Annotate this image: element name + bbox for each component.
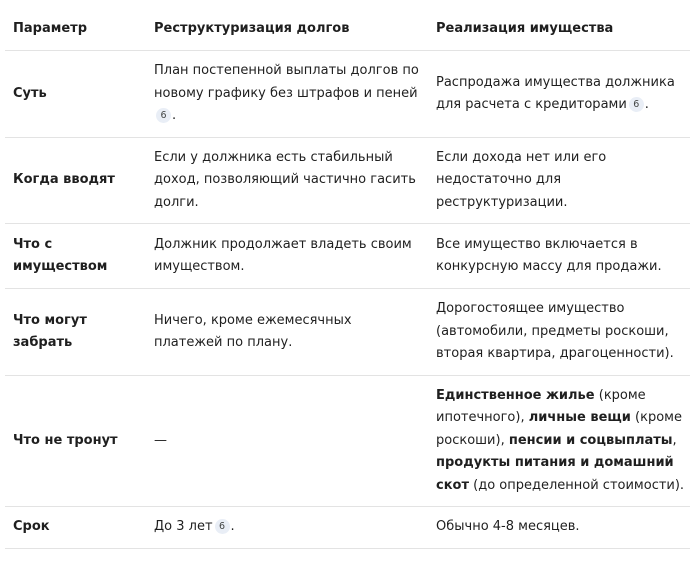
bold-text: пенсии и соцвыплаты <box>508 432 673 448</box>
cell-punct: . <box>172 108 177 124</box>
source-chip[interactable]: 6 <box>156 108 171 123</box>
bold-text: Единственное жилье <box>436 387 595 403</box>
row-label: Суть <box>5 51 146 138</box>
restructuring-cell <box>146 507 428 549</box>
bold-text: продукты питания и домашний скот <box>436 455 674 493</box>
comparison-table <box>5 8 690 549</box>
restructuring-cell: Ничего, кроме ежемесячных платежей по плану. <box>146 289 428 376</box>
table-row <box>5 289 690 376</box>
table-row <box>5 507 690 549</box>
sale-cell: Обычно 4-8 месяцев. <box>428 507 690 549</box>
table-row <box>5 51 690 138</box>
row-label: Что с имуществом <box>5 224 146 289</box>
table-row <box>5 138 690 224</box>
sale-cell: Дорогостоящее имущество (автомобили, предметы роскоши, вторая квартира, драгоценности). <box>428 289 690 376</box>
sale-cell: Если дохода нет или его недостаточно для реструктуризации. <box>428 138 690 224</box>
restructuring-cell: Должник продолжает владеть своим имуществом. <box>146 224 428 289</box>
row-label: Что не тронут <box>5 376 146 507</box>
cell-text: План постепенной выплаты долгов по новому графику без штрафов и пеней <box>154 63 419 101</box>
sale-cell: Все имущество включается в конкурсную массу для продажи. <box>428 224 690 289</box>
sale-cell <box>428 376 690 507</box>
header-parameter: Параметр <box>5 8 146 51</box>
row-label: Срок <box>5 507 146 549</box>
table-header-row <box>5 8 690 51</box>
header-property-sale: Реализация имущества <box>428 8 690 51</box>
table-row <box>5 376 690 507</box>
bold-text: личные вещи <box>528 410 631 426</box>
cell-text: , <box>672 432 677 448</box>
cell-text: Распродажа имущества должника для расчета с кредиторами <box>436 74 675 112</box>
cell-text: (до определенной стоимости). <box>469 477 685 493</box>
row-label: Что могут забрать <box>5 289 146 376</box>
header-restructuring: Реструктуризация долгов <box>146 8 428 51</box>
cell-text: (кроме роскоши), <box>436 410 682 448</box>
cell-text: (кроме ипотечного), <box>436 387 646 426</box>
source-chip[interactable]: 6 <box>215 519 230 534</box>
cell-punct: . <box>644 97 649 112</box>
restructuring-cell: — <box>146 376 428 507</box>
restructuring-cell <box>146 51 428 138</box>
restructuring-cell: Если у должника есть стабильный доход, позволяющий частично гасить долги. <box>146 138 428 224</box>
table-row <box>5 224 690 289</box>
cell-text: До 3 лет <box>154 519 213 535</box>
source-chip[interactable]: 6 <box>629 97 644 112</box>
cell-punct: . <box>230 519 235 535</box>
row-label: Когда вводят <box>5 138 146 224</box>
sale-cell <box>428 51 690 138</box>
